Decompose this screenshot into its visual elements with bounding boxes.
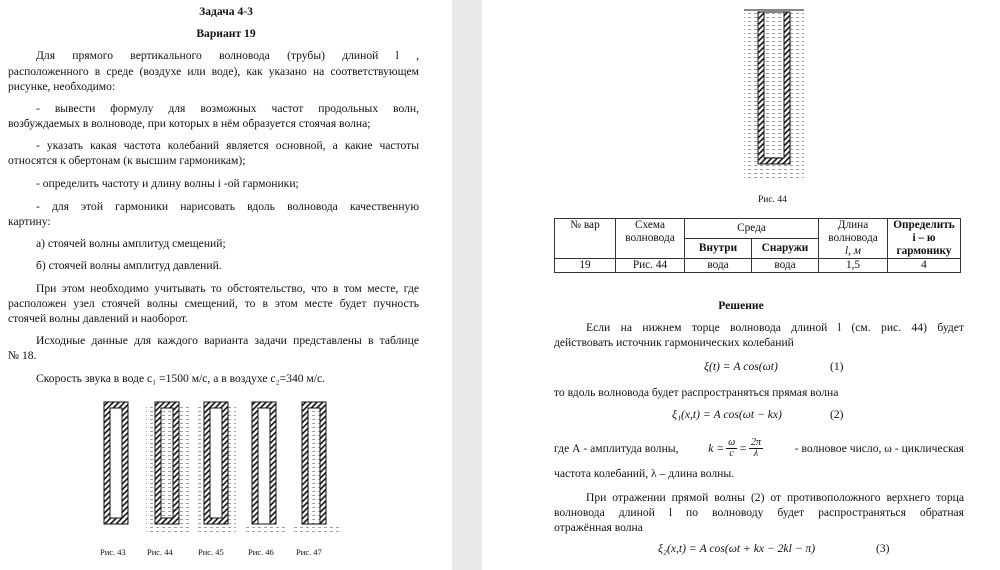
table-header-determine: Определить i – ю гармонику	[888, 219, 961, 259]
solution-p4-line-1: При отражении прямой волны (2) от противоположного верхнего торца	[586, 491, 964, 504]
solution-p3-line-2: частота колебаний, λ – длина волны.	[554, 467, 735, 480]
equation-3-number: (3)	[876, 542, 890, 555]
waveguide-figures-row	[0, 390, 452, 570]
equation-1: ξ(t) = A cos(ωt)	[704, 360, 778, 373]
item2-line-2: относятся к обертонам (к высшим гармоникам);	[8, 154, 246, 167]
solution-p1-line-1: Если на нижнем торце волновода длиной l (см. рис. 44) будет	[586, 321, 964, 334]
table-cell-harmonic: 4	[888, 259, 961, 273]
caption-fig-43: Рис. 43	[100, 547, 126, 557]
table-header-var: № вар	[555, 219, 616, 259]
item-b: б) стоячей волны амплитуд давлений.	[36, 259, 222, 272]
intro-line-1: Для прямого вертикального волновода (трубы) длиной l ,	[36, 49, 419, 62]
intro-line-3: рисунке, необходимо:	[8, 80, 116, 93]
item1-line-2: возбуждаемых в волноводе, при которых в нём образуется стоячая волна;	[8, 117, 371, 130]
table-cell-outside: вода	[752, 259, 819, 273]
table-cell-scheme: Рис. 44	[616, 259, 685, 273]
solution-p3-line-1: где А - амплитуда волны, k = $\frac{\omega}{c}$ = $\frac{2\pi}{\lambda}$ - волновое число, ω - циклическая	[554, 437, 964, 459]
item-a: а) стоячей волны амплитуд смещений;	[36, 237, 226, 250]
item4-line-1: - для этой гармоники нарисовать вдоль волновода качественную	[36, 200, 419, 213]
note-line-2: расположен узел стоячей волны смещений, то в этом месте будет пучность	[8, 297, 419, 310]
figure-44-tube	[146, 402, 190, 532]
table-header-medium: Среда	[685, 219, 819, 239]
data-line-1: Исходные данные для каждого варианта задачи представлены в таблице	[36, 334, 419, 347]
page-gap	[452, 0, 482, 570]
table-row	[555, 259, 961, 273]
table-header-inside: Внутри	[685, 239, 752, 259]
figure-43-tube	[104, 402, 128, 524]
table-header-length: Длина волновода l, м	[819, 219, 888, 259]
speed-line: Скорость звука в воде с₁ =1500 м/с, а в воздухе с₂=340 м/с.	[36, 372, 326, 385]
variant-title: Вариант 19	[196, 27, 256, 40]
data-line-2: № 18.	[8, 349, 37, 362]
figure-46-tube	[244, 402, 288, 534]
caption-fig-44: Рис. 44	[147, 547, 173, 557]
left-page	[0, 0, 452, 570]
note-line-3: стоячей волны давлений и наоборот.	[8, 312, 189, 325]
caption-fig-46: Рис. 46	[248, 547, 274, 557]
equation-1-number: (1)	[830, 360, 844, 373]
table-cell-inside: вода	[685, 259, 752, 273]
item4-line-2: картину:	[8, 215, 51, 228]
equation-2: ξ₁(x,t) = A cos(ωt − kx)	[672, 408, 782, 421]
note-line-1: При этом необходимо учитывать то обстоятельство, что в том месте, где	[36, 282, 419, 295]
solution-title: Решение	[718, 299, 764, 312]
right-page	[482, 0, 1000, 570]
item2-line-1: - указать какая частота колебаний является основной, а какие частоты	[36, 139, 419, 152]
table-cell-var: 19	[555, 259, 616, 273]
table-header-scheme: Схема волновода	[616, 219, 685, 259]
item3-line: - определить частоту и длину волны i -ой гармоники;	[36, 177, 299, 190]
figure-47-tube	[292, 402, 340, 534]
intro-line-2: расположенного в среде (воздухе или воде), как указано на соответствующем	[8, 65, 419, 78]
task-title: Задача 4-3	[199, 5, 253, 18]
solution-p2: то вдоль волновода будет распространяться прямая волна	[554, 386, 839, 399]
solution-p4-line-2: волновода длиной l по волноводу будет распространяться обратная	[554, 506, 964, 519]
table-header-outside: Снаружи	[752, 239, 819, 259]
solution-p1-line-2: действовать источник гармонических колебаний	[554, 336, 794, 349]
figure-45-tube	[196, 402, 236, 532]
caption-right-fig-44: Рис. 44	[758, 195, 787, 205]
caption-fig-47: Рис. 47	[296, 547, 322, 557]
table-cell-length: 1,5	[819, 259, 888, 273]
equation-3: ξ₂(x,t) = A cos(ωt + kx − 2kl − π)	[658, 542, 816, 555]
equation-2-number: (2)	[830, 408, 844, 421]
variant-table	[554, 218, 961, 273]
item1-line-1: - вывести формулу для возможных частот продольных волн,	[36, 102, 419, 115]
solution-p4-line-3: отражённая волна	[554, 521, 643, 534]
caption-fig-45: Рис. 45	[198, 547, 224, 557]
figure-44-large	[742, 0, 822, 180]
